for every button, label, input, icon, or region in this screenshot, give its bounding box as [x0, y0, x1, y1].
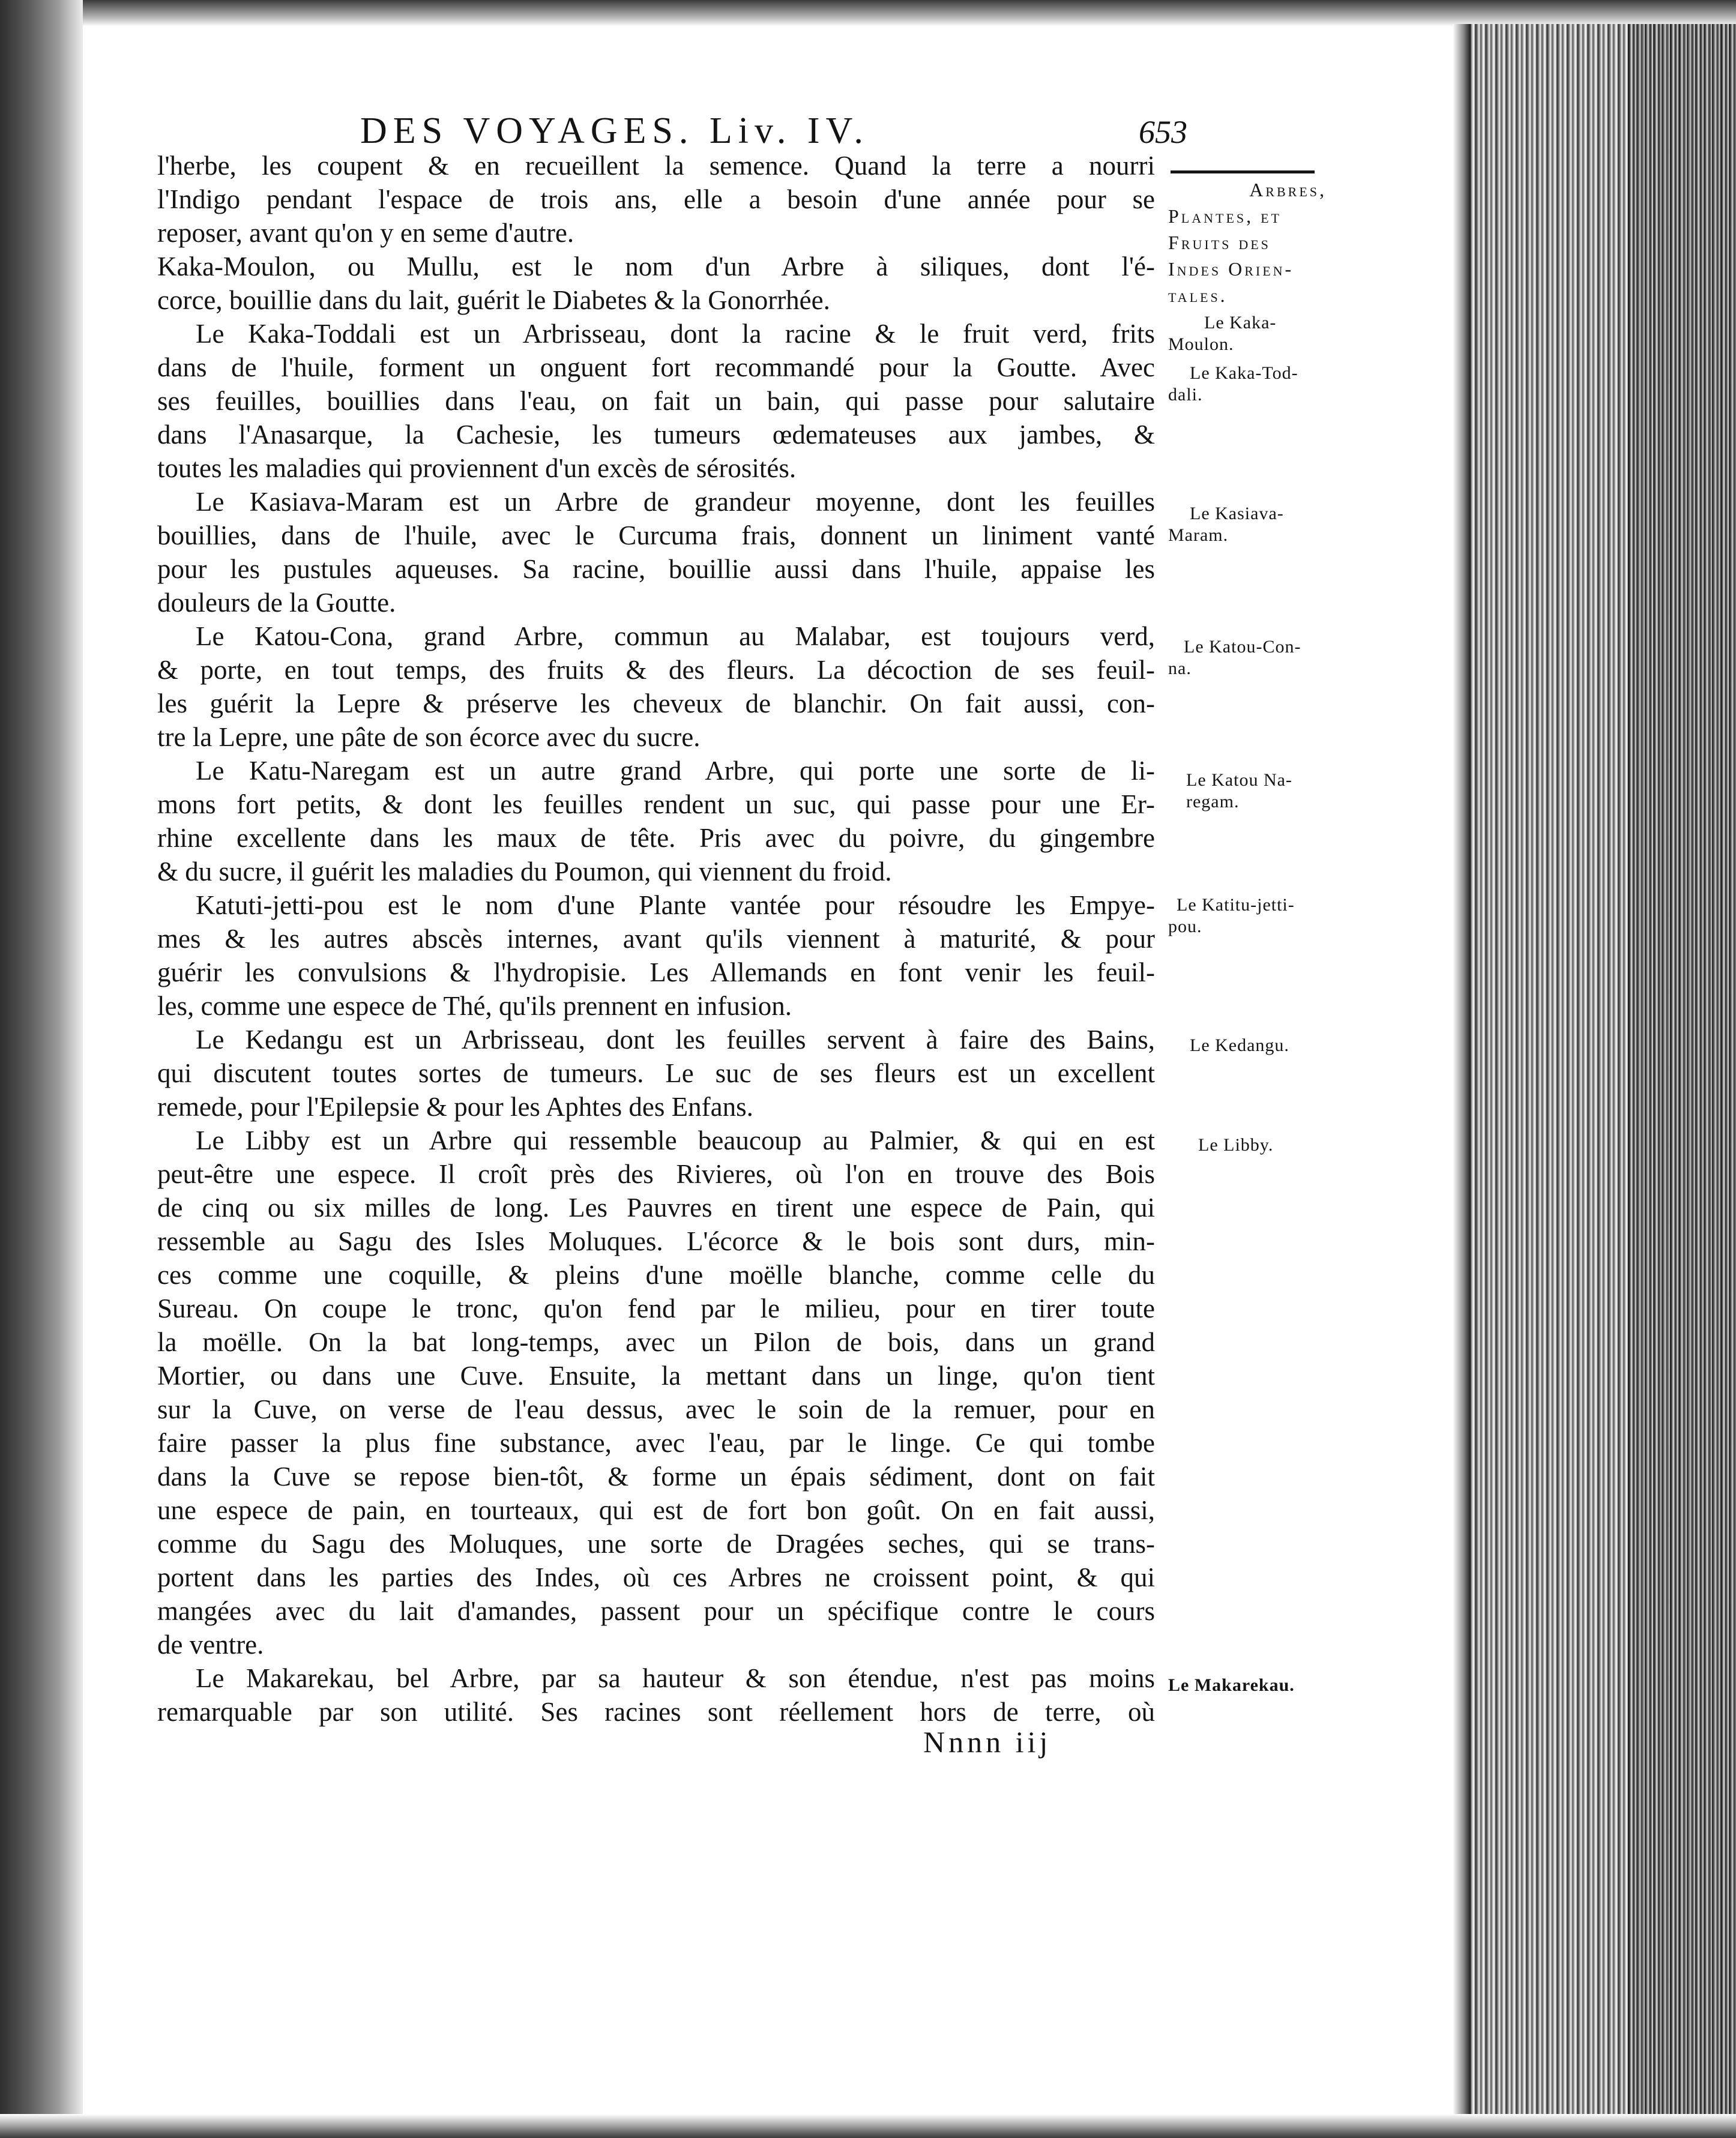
scan-shadow-bottom	[0, 2114, 1736, 2138]
scan-shadow-top	[0, 0, 1736, 26]
text-line: sur la Cuve, on verse de l'eau dessus, avec le soin de la remuer, pour en	[157, 1394, 1155, 1424]
text-line: remarquable par son utilité. Ses racines sont réellement hors de terre, où	[157, 1697, 1155, 1727]
text-line: de ventre.	[157, 1630, 264, 1660]
text-line: une espece de pain, en tourteaux, qui est de fort bon goût. On en fait aussi,	[157, 1495, 1155, 1525]
margin-heading-line: Plantes, et	[1168, 205, 1282, 227]
text-line: Le Kaka-Toddali est un Arbrisseau, dont la racine & le fruit verd, frits	[196, 319, 1155, 349]
margin-note-kaka-moulon	[1168, 312, 1327, 355]
margin-section-heading	[1168, 176, 1327, 309]
text-line: pour les pustules aqueuses. Sa racine, bouillie aussi dans l'huile, appaise les	[157, 554, 1155, 584]
margin-note-line: Le Katou-Con-	[1184, 637, 1301, 657]
margin-heading-line: Arbres,	[1249, 179, 1327, 200]
text-line: la moëlle. On la bat long-temps, avec un Pilon de bois, dans un grand	[157, 1327, 1155, 1357]
margin-note-line: Le Kasiava-	[1190, 504, 1284, 523]
text-line: corce, bouillie dans du lait, guérit le Diabetes & la Gonorrhée.	[157, 285, 830, 315]
signature-mark: Nnnn iij	[923, 1725, 1052, 1759]
margin-note-line: Le Kaka-	[1204, 313, 1277, 333]
text-line: ressemble au Sagu des Isles Moluques. L'écorce & le bois sont durs, min-	[157, 1226, 1155, 1256]
text-line: Le Kasiava-Maram est un Arbre de grandeur moyenne, dont les feuilles	[196, 487, 1155, 517]
text-line: comme du Sagu des Moluques, une sorte de Dragées seches, qui se trans-	[157, 1529, 1155, 1559]
margin-note-line: Le Kaka-Tod-	[1190, 363, 1298, 383]
margin-note-line: na.	[1168, 658, 1192, 678]
margin-note-line: Le Makarekau.	[1168, 1675, 1295, 1695]
text-line: guérir les convulsions & l'hydropisie. Les Allemands en font venir les feuil-	[157, 957, 1155, 987]
text-line: tre la Lepre, une pâte de son écorce avec du sucre.	[157, 722, 701, 752]
text-line: mons fort petits, & dont les feuilles rendent un suc, qui passe pour une Er-	[157, 789, 1155, 819]
text-line: ces comme une coquille, & pleins d'une moëlle blanche, comme celle du	[157, 1260, 1155, 1290]
text-line: Katuti-jetti-pou est le nom d'une Plante vantée pour résoudre les Empye-	[196, 890, 1155, 920]
margin-note-makarekau	[1168, 1675, 1327, 1696]
text-line: toutes les maladies qui proviennent d'un excès de sérosités.	[157, 453, 797, 483]
text-line: rhine excellente dans les maux de tête. Pris avec du poivre, du gingembre	[157, 823, 1155, 853]
text-line: peut-être une espece. Il croît près des Rivieres, où l'on en trouve des Bois	[157, 1159, 1155, 1189]
margin-heading-line: tales.	[1168, 285, 1228, 306]
margin-note-line: Le Kedangu.	[1190, 1035, 1289, 1055]
text-line: dans l'Anasarque, la Cachesie, les tumeurs œdemateuses aux jambes, &	[157, 420, 1155, 450]
text-line: Mortier, ou dans une Cuve. Ensuite, la mettant dans un linge, qu'on tient	[157, 1361, 1155, 1391]
text-line: Le Libby est un Arbre qui ressemble beaucoup au Palmier, & qui en est	[196, 1125, 1155, 1155]
margin-note-line: Maram.	[1168, 525, 1229, 545]
margin-note-line: regam.	[1186, 792, 1240, 812]
margin-note-line: Le Libby.	[1198, 1135, 1274, 1155]
margin-note-line: Le Katitu-jetti-	[1177, 895, 1295, 915]
text-line: les guérit la Lepre & préserve les cheveux de blanchir. On fait aussi, con-	[157, 688, 1155, 718]
text-line: bouillies, dans de l'huile, avec le Curcuma frais, donnent un liniment vanté	[157, 520, 1155, 550]
margin-note-line: pou.	[1168, 917, 1202, 936]
margin-note-libby	[1168, 1134, 1327, 1156]
text-line: l'Indigo pendant l'espace de trois ans, elle a besoin d'une année pour se	[157, 184, 1155, 214]
margin-note-kaka-toddali	[1168, 363, 1327, 406]
text-line: Kaka-Moulon, ou Mullu, est le nom d'un Arbre à siliques, dont l'é-	[157, 251, 1155, 282]
text-line: & porte, en tout temps, des fruits & des fleurs. La décoction de ses feuil-	[157, 655, 1155, 685]
margin-note-katou-cona	[1168, 636, 1327, 679]
page-edges-stack	[1453, 24, 1736, 2114]
margin-note-katu-naregam	[1168, 769, 1327, 813]
text-line: mes & les autres abscès internes, avant qu'ils viennent à maturité, & pour	[157, 924, 1155, 954]
text-line: Le Katu-Naregam est un autre grand Arbre, qui porte une sorte de li-	[196, 756, 1155, 786]
margin-heading-line: Indes Orien-	[1168, 258, 1294, 280]
margin-note-katuti-jetti-pou	[1168, 894, 1327, 938]
text-line: portent dans les parties des Indes, où ces Arbres ne croissent point, & qui	[157, 1562, 1155, 1592]
margin-note-line: Le Katou Na-	[1186, 770, 1292, 790]
text-line: Le Katou-Cona, grand Arbre, commun au Malabar, est toujours verd,	[196, 621, 1155, 651]
margin-note-kasiava-maram	[1168, 503, 1327, 546]
text-line: de cinq ou six milles de long. Les Pauvres en tirent une espece de Pain, qui	[157, 1193, 1155, 1223]
text-line: mangées avec du lait d'amandes, passent pour un spécifique contre le cours	[157, 1596, 1155, 1626]
scan-shadow-left	[0, 0, 83, 2138]
text-line: Le Kedangu est un Arbrisseau, dont les feuilles servent à faire des Bains,	[196, 1025, 1155, 1055]
margin-note-line: dali.	[1168, 385, 1203, 405]
running-head: DES VOYAGES. Liv. IV.	[360, 110, 869, 151]
text-line: qui discutent toutes sortes de tumeurs. Le suc de ses fleurs est un excellent	[157, 1058, 1155, 1088]
margin-rule	[1171, 170, 1315, 173]
text-line: douleurs de la Goutte.	[157, 588, 396, 618]
text-line: Le Makarekau, bel Arbre, par sa hauteur & son étendue, n'est pas moins	[196, 1663, 1155, 1693]
text-line: dans la Cuve se repose bien-tôt, & forme un épais sédiment, dont on fait	[157, 1462, 1155, 1492]
text-line: dans de l'huile, forment un onguent fort recommandé pour la Goutte. Avec	[157, 352, 1155, 382]
page-number: 653	[1139, 114, 1187, 150]
text-line: l'herbe, les coupent & en recueillent la semence. Quand la terre a nourri	[157, 151, 1155, 181]
margin-note-line: Moulon.	[1168, 334, 1234, 354]
text-line: & du sucre, il guérit les maladies du Poumon, qui viennent du froid.	[157, 857, 892, 887]
text-line: les, comme une espece de Thé, qu'ils prennent en infusion.	[157, 991, 792, 1021]
text-line: remede, pour l'Epilepsie & pour les Aphtes des Enfans.	[157, 1092, 753, 1122]
margin-heading-line: Fruits des	[1168, 232, 1271, 253]
text-line: Sureau. On coupe le tronc, qu'on fend par le milieu, pour en tirer toute	[157, 1293, 1155, 1323]
text-line: ses feuilles, bouillies dans l'eau, on fait un bain, qui passe pour salutaire	[157, 386, 1155, 416]
margin-note-kedangu	[1168, 1035, 1327, 1056]
text-line: reposer, avant qu'on y en seme d'autre.	[157, 218, 574, 248]
text-line: faire passer la plus fine substance, avec l'eau, par le linge. Ce qui tombe	[157, 1428, 1155, 1458]
body-text	[157, 149, 1155, 1729]
